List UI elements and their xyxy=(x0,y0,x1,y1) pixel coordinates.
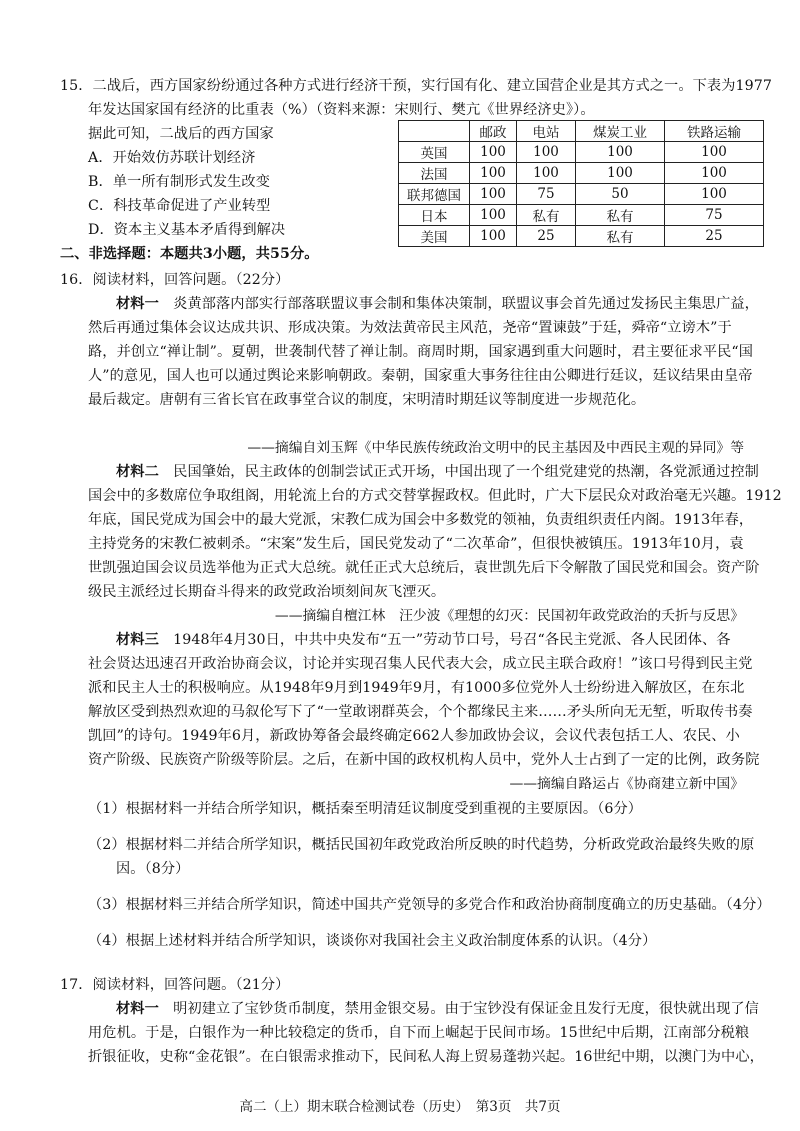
table-cell: 法国 xyxy=(399,163,470,184)
table-cell: 100 xyxy=(470,184,517,205)
q16-m3-line6: 资产阶级、民族资产阶级等阶层。之后，在新中国的政权机构人员中，党外人士占到了一定的比例，政务院 xyxy=(88,752,760,768)
section-header: 二、非选择题：本题共3小题，共55分。 xyxy=(60,246,319,262)
q16-sub1: （1）根据材料一并结合所学知识，概括秦至明清廷议制度受到重视的主要原因。（6分） xyxy=(88,801,643,817)
table-cell: 75 xyxy=(517,184,576,205)
table-cell: 私有 xyxy=(576,226,665,247)
q15-stem-line2: 年发达国家国有经济的比重表（%）（资料来源：宋则行、樊亢《世界经济史》）。 xyxy=(88,102,595,118)
material-label: 材料一 xyxy=(116,296,174,312)
q16-m1-line3: 路，并创立“禅让制”。夏朝，世袭制代替了禅让制。商周时期，国家遇到重大问题时，君主要征求平民“国 xyxy=(88,344,753,360)
table-cell: 100 xyxy=(470,226,517,247)
q16-m1-line1 xyxy=(116,292,759,316)
table-cell: 100 xyxy=(517,142,576,163)
table-row xyxy=(399,205,764,226)
q17-m1-line2: 用危机。于是，白银作为一种比较稳定的货币，自下而上崛起于民间市场。15世纪中后期，江南部分税粮 xyxy=(88,1025,750,1041)
table-cell: 联邦德国 xyxy=(399,184,470,205)
q16-m2-line4: 主持党务的宋教仁被刺杀。“宋案”发生后，国民党发动了“二次革命”，但很快被镇压。1913年10月，袁 xyxy=(88,536,744,552)
q17-m1-line1 xyxy=(116,997,759,1021)
table-cell: 50 xyxy=(576,184,665,205)
q16-m1-line2: 然后再通过集体会议达成共识、形成决策。为效法黄帝民主风范，尧帝“置谏鼓”于廷，舜帝“立谤木”于 xyxy=(88,320,732,336)
table-header-cell: 邮政 xyxy=(470,121,517,142)
q15-lead: 据此可知，二战后的西方国家 xyxy=(88,126,274,142)
q16-m2-line6: 级民主派经过长期奋斗得来的政党政治顷刻间灰飞湮灭。 xyxy=(88,584,446,600)
table-row xyxy=(399,163,764,184)
table-cell: 25 xyxy=(665,226,764,247)
table-cell: 100 xyxy=(576,142,665,163)
table-header-cell: 电站 xyxy=(517,121,576,142)
table-cell: 英国 xyxy=(399,142,470,163)
page-footer: 高二（上）期末联合检测试卷（历史） 第3页 共7页 xyxy=(239,1099,561,1115)
q16-m1-source: ——摘编自刘玉辉《中华民族传统政治文明中的民主基因及中西民主观的异同》等 xyxy=(247,440,744,456)
q16-m2-line1 xyxy=(116,460,759,484)
table-header-row xyxy=(399,121,764,142)
q16-sub2-line1: （2）根据材料二并结合所学知识，概括民国初年政党政治所反映的时代趋势，分析政党政治最终失败的原 xyxy=(88,837,755,853)
material-label: 材料二 xyxy=(116,464,174,480)
q15-stem-line1: 15．二战后，西方国家纷纷通过各种方式进行经济干预，实行国有化、建立国营企业是其方式之一。下表为1977 xyxy=(60,78,772,94)
table-cell: 75 xyxy=(665,205,764,226)
q16-sub4: （4）根据上述材料并结合所学知识，谈谈你对我国社会主义政治制度体系的认识。（4分） xyxy=(88,933,657,949)
q15-option-c[interactable]: C．科技革命促进了产业转型 xyxy=(88,198,271,214)
q16-m2-line2: 国会中的多数席位争取组阁，用轮流上台的方式交替掌握政权。但此时，广大下层民众对政治毫无兴趣。1912 xyxy=(88,488,782,504)
table-cell: 私有 xyxy=(517,205,576,226)
q16-m2-source: ——摘编自檀江林 汪少波《理想的幻灭：民国初年政党政治的夭折与反思》 xyxy=(274,608,744,624)
q16-m3-line4: 解放区受到热烈欢迎的马叙伦写下了“一堂敢诩群英会，个个都缘民主来……矛头所向无无堑，听取传书奏 xyxy=(88,704,753,720)
table-row xyxy=(399,142,764,163)
table-cell: 100 xyxy=(665,142,764,163)
material-label: 材料一 xyxy=(116,1001,174,1017)
material-text: 民国肇始，民主政体的创制尝试正式开场，中国出现了一个组党建党的热潮，各党派通过控制 xyxy=(173,464,759,480)
table-cell: 100 xyxy=(665,184,764,205)
table-row xyxy=(399,226,764,247)
table-row xyxy=(399,184,764,205)
table-header-cell: 铁路运输 xyxy=(665,121,764,142)
material-label: 材料三 xyxy=(116,632,174,648)
q16-m3-line3: 派和民主人士的积极响应。从1948年9月到1949年9月，有1000多位党外人士纷纷进入解放区，在东北 xyxy=(88,680,745,696)
q15-option-d[interactable]: D．资本主义基本矛盾得到解决 xyxy=(88,222,286,238)
material-text: 1948年4月30日，中共中央发布“五一”劳动节口号，号召“各民主党派、各人民团体、各 xyxy=(173,632,731,648)
table-cell: 25 xyxy=(517,226,576,247)
state-economy-table xyxy=(398,120,764,247)
q15-option-a[interactable]: A．开始效仿苏联计划经济 xyxy=(88,150,256,166)
q15-option-b[interactable]: B．单一所有制形式发生改变 xyxy=(88,174,270,190)
q16-sub3: （3）根据材料三并结合所学知识，简述中国共产党领导的多党合作和政治协商制度确立的历史基础。（4分） xyxy=(88,897,771,913)
q17-heading: 17．阅读材料，回答问题。（21分） xyxy=(60,977,290,993)
q16-m2-line5: 世凯强迫国会议员选举他为正式大总统。就任正式大总统后，袁世凯先后下令解散了国民党和国会。资产阶 xyxy=(88,560,760,576)
table-cell: 100 xyxy=(470,163,517,184)
table-header-cell: 煤炭工业 xyxy=(576,121,665,142)
q16-m3-line1 xyxy=(116,628,731,652)
table-cell: 美国 xyxy=(399,226,470,247)
q16-m3-line5: 凯回”的诗句。1949年6月，新政协筹备会最终确定662人参加政协会议，会议代表包括工人、农民、小 xyxy=(88,728,740,744)
table-cell: 100 xyxy=(470,205,517,226)
q17-m1-line3: 折银征收，史称“金花银”。在白银需求推动下，民间私人海上贸易蓬勃兴起。16世纪中期，以澳门为中心， xyxy=(88,1049,764,1065)
table-cell: 100 xyxy=(665,163,764,184)
material-text: 炎黄部落内部实行部落联盟议事会制和集体决策制，联盟议事会首先通过发扬民主集思广益， xyxy=(173,296,759,312)
q16-m1-line4: 人”的意见，国人也可以通过舆论来影响朝政。秦朝，国家重大事务往往由公卿进行廷议，廷议结果由皇帝 xyxy=(88,368,753,384)
table-header-cell xyxy=(399,121,470,142)
table-cell: 私有 xyxy=(576,205,665,226)
table-cell: 100 xyxy=(576,163,665,184)
q16-m3-line2: 社会贤达迅速召开政治协商会议，讨论并实现召集人民代表大会，成立民主联合政府！”该口号得到民主党 xyxy=(88,656,753,672)
material-text: 明初建立了宝钞货币制度，禁用金银交易。由于宝钞没有保证金且发行无度，很快就出现了信 xyxy=(173,1001,759,1017)
q16-sub2-line2: 因。（8分） xyxy=(116,861,190,877)
q16-heading: 16．阅读材料，回答问题。（22分） xyxy=(60,272,290,288)
q16-m3-source: ——摘编自路运占《协商建立新中国》 xyxy=(509,776,744,792)
q16-m2-line3: 年底，国民党成为国会中的最大党派，宋教仁成为国会中多数党的领袖，负责组织责任内阁。1913年春， xyxy=(88,512,754,528)
q16-m1-line5: 最后裁定。唐朝有三省长官在政事堂合议的制度，宋明清时期廷议等制度进一步规范化。 xyxy=(88,392,646,408)
table-cell: 日本 xyxy=(399,205,470,226)
table-cell: 100 xyxy=(517,163,576,184)
table-cell: 100 xyxy=(470,142,517,163)
